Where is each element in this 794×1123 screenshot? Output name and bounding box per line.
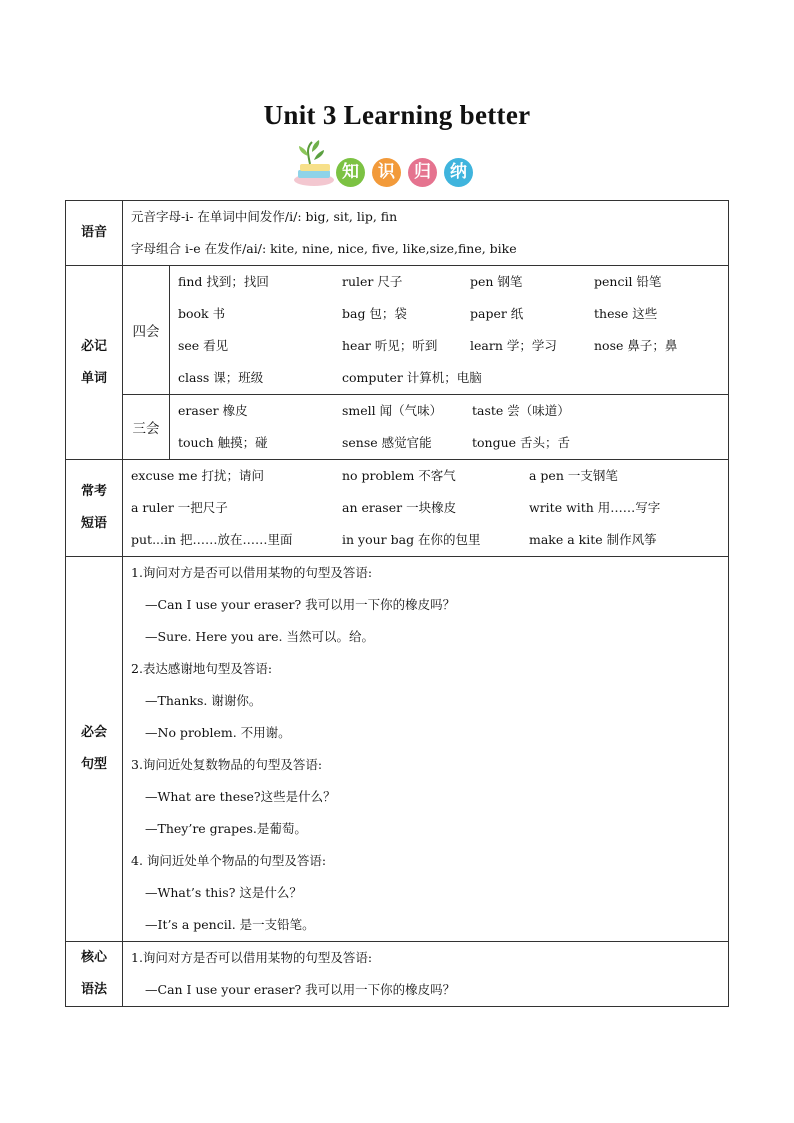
vocab-four-row: [66, 266, 729, 395]
word-item: hear 听见；听到: [342, 338, 438, 353]
sentence-example: —What are these?这些是什么？: [145, 789, 336, 804]
phrase-row: [131, 492, 728, 524]
banner-char-3: 归: [408, 158, 437, 187]
sentences-row: [66, 557, 729, 942]
word-item: these 这些: [594, 306, 658, 321]
word-row: [178, 362, 728, 394]
word-item: ruler 尺子: [342, 274, 403, 289]
word-item: touch 触摸；碰: [178, 435, 268, 450]
phrases-label: 常考 短语: [66, 460, 123, 557]
phrase-item: make a kite 制作风筝: [529, 532, 657, 547]
word-item: eraser 橡皮: [178, 403, 248, 418]
phrase-item: an eraser 一块橡皮: [342, 500, 457, 515]
pronunciation-content: [123, 201, 729, 266]
sentence-example: —Sure. Here you are. 当然可以。给。: [145, 629, 374, 644]
word-item: see 看见: [178, 338, 229, 353]
word-item: sense 感觉官能: [342, 435, 432, 450]
sentences-label: 必会 句型: [66, 557, 123, 942]
word-row: [178, 427, 728, 459]
grammar-heading: 1.询问对方是否可以借用某物的句型及答语:: [131, 950, 373, 965]
sentence-example: —What’s this? 这是什么？: [145, 885, 302, 900]
sentence-example: —Can I use your eraser? 我可以用一下你的橡皮吗？: [145, 597, 456, 612]
phrase-item: write with 用……写字: [529, 500, 661, 515]
vocab-three-row: [66, 395, 729, 460]
banner-char-2: 识: [372, 158, 401, 187]
word-item: class 课；班级: [178, 370, 264, 385]
banner-char-4: 纳: [444, 158, 473, 187]
phrase-item: put...in 把……放在……里面: [131, 532, 293, 547]
sentence-example: —They’re grapes.是葡萄。: [145, 821, 307, 836]
grammar-row: [66, 942, 729, 1007]
sentence-example: —It’s a pencil. 是一支铅笔。: [145, 917, 315, 932]
phrase-item: in your bag 在你的包里: [342, 532, 481, 547]
word-item: learn 学；学习: [470, 338, 557, 353]
word-item: computer 计算机；电脑: [342, 370, 482, 385]
word-row: [178, 395, 728, 427]
word-item: paper 纸: [470, 306, 524, 321]
sentence-example: —Thanks. 谢谢你。: [145, 693, 262, 708]
three-skills-words: [170, 395, 729, 460]
vocab-label: 必记 单词: [66, 266, 123, 460]
word-item: nose 鼻子；鼻: [594, 338, 678, 353]
sentences-content: [123, 557, 729, 942]
phrase-item: no problem 不客气: [342, 468, 456, 483]
four-skills-words: [170, 266, 729, 395]
phrase-item: a pen 一支钢笔: [529, 468, 618, 483]
phrase-row: [131, 460, 728, 492]
word-item: book 书: [178, 306, 226, 321]
word-item: find 找到；找回: [178, 274, 269, 289]
grammar-example: —Can I use your eraser? 我可以用一下你的橡皮吗？: [145, 982, 456, 997]
word-item: [594, 362, 724, 394]
phrases-content: [123, 460, 729, 557]
pronunciation-row: [66, 201, 729, 266]
page-title: Unit 3 Learning better: [263, 100, 531, 130]
word-item: smell 闻（气味）: [342, 403, 443, 418]
banner-char-1: 知: [336, 158, 365, 187]
four-skills-label: 四会: [123, 266, 170, 395]
phrase-row: [131, 524, 728, 556]
word-row: [178, 298, 728, 330]
phrase-item: excuse me 打扰；请问: [131, 468, 265, 483]
word-row: [178, 330, 728, 362]
grammar-content: [123, 942, 729, 1007]
sentence-example: —No problem. 不用谢。: [145, 725, 291, 740]
word-row: [178, 266, 728, 298]
word-item: taste 尝（味道）: [472, 403, 570, 418]
knowledge-table: [65, 200, 729, 1007]
word-item: tongue 舌头；舌: [472, 435, 571, 450]
pronunciation-label: 语音: [66, 201, 123, 266]
word-item: pen 钢笔: [470, 274, 523, 289]
sentence-heading: 3.询问近处复数物品的句型及答语:: [131, 757, 323, 772]
pronunciation-line: 字母组合 i-e 在发作/ai/: kite, nine, nice, five, like,size,fine, bike: [131, 241, 517, 256]
pronunciation-line: 元音字母-i- 在单词中间发作/i/: big, sit, lip, fin: [131, 209, 398, 224]
sentence-heading: 1.询问对方是否可以借用某物的句型及答语:: [131, 565, 373, 580]
grammar-label: 核心 语法: [66, 942, 123, 1007]
word-item: bag 包；袋: [342, 306, 407, 321]
word-item: pencil 铅笔: [594, 274, 662, 289]
three-skills-label: 三会: [123, 395, 170, 460]
phrases-row: [66, 460, 729, 557]
sentence-heading: 2.表达感谢地句型及答语:: [131, 661, 273, 676]
sentence-heading: 4. 询问近处单个物品的句型及答语:: [131, 853, 327, 868]
word-item: [470, 362, 594, 394]
phrase-item: a ruler 一把尺子: [131, 500, 228, 515]
